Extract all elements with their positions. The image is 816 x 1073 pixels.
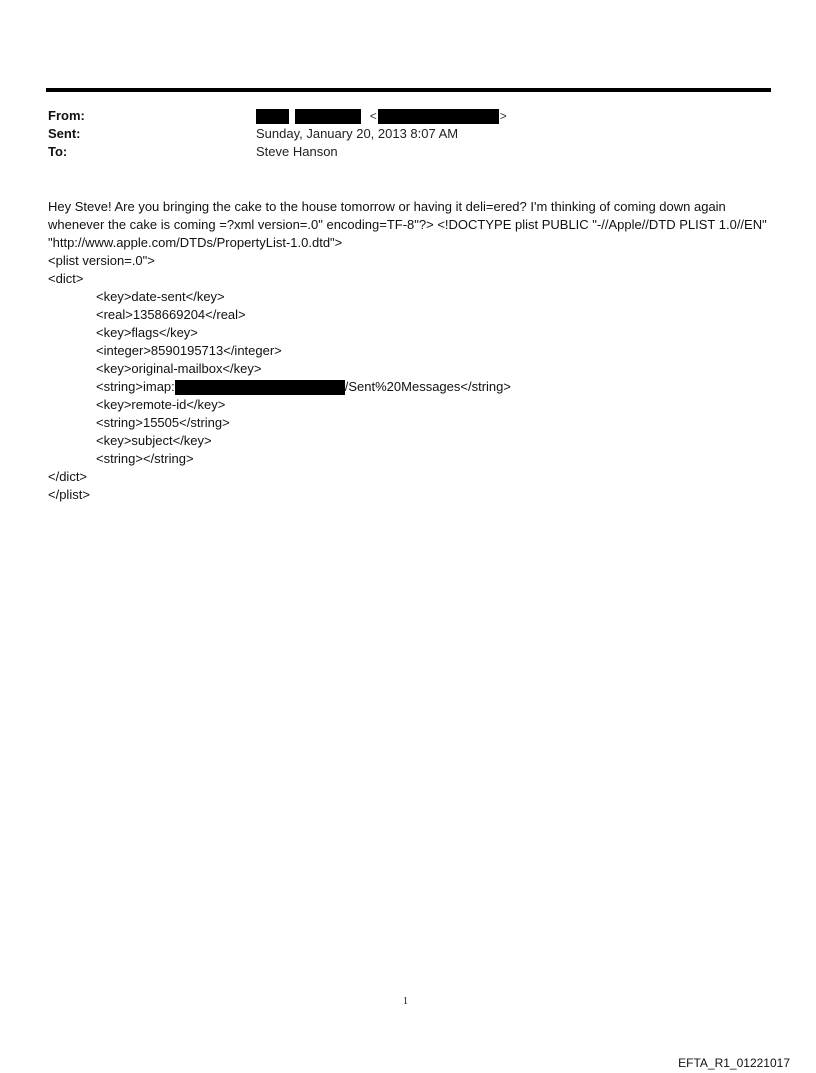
redaction-block <box>378 109 499 124</box>
plist-close: </plist> <box>48 487 90 502</box>
plist-line: <key>original-mailbox</key> <box>96 361 262 376</box>
to-value: Steve Hanson <box>256 144 338 159</box>
plist-line: <integer>8590195713</integer> <box>96 343 282 358</box>
bates-number: EFTA_R1_01221017 <box>678 1056 790 1070</box>
page-number: 1 <box>403 996 408 1007</box>
imap-line <box>48 378 770 396</box>
imap-suffix: /Sent%20Messages</string> <box>344 379 511 394</box>
to-label: To: <box>48 144 68 159</box>
sent-label: Sent: <box>48 126 81 141</box>
plist-open: <plist version=.0"> <box>48 253 155 268</box>
sent-value: Sunday, January 20, 2013 8:07 AM <box>256 126 459 141</box>
from-value <box>256 107 508 125</box>
plist-line: <key>subject</key> <box>96 433 212 448</box>
plist-line: <real>1358669204</real> <box>96 307 246 322</box>
from-label: From: <box>48 108 85 123</box>
redaction-block <box>295 109 361 124</box>
from-open-bracket: < <box>369 109 377 123</box>
imap-prefix: <string>imap: <box>96 379 175 394</box>
header-rule <box>46 88 771 92</box>
from-close-bracket: > <box>499 109 507 123</box>
plist-line: <string>15505</string> <box>96 415 230 430</box>
redaction-block <box>256 109 289 124</box>
plist-line: <key>remote-id</key> <box>96 397 226 412</box>
body-paragraph: Hey Steve! Are you bringing the cake to the house tomorrow or having it deli=ered? I'm thinking of coming down again whenever the cake is coming =?xml version=.0" encoding=TF-8"?> <!DOCTYPE plist PUBLIC "-//Apple//DTD PLIST 1.0//EN" "http://www.apple.com/DTDs/PropertyList-1.0.dtd"> <box>48 199 767 250</box>
plist-line: <string></string> <box>96 451 194 466</box>
plist-line: <key>flags</key> <box>96 325 198 340</box>
redaction-block <box>175 380 345 395</box>
email-body <box>48 198 770 504</box>
plist-line: <key>date-sent</key> <box>96 289 225 304</box>
dict-close: </dict> <box>48 469 88 484</box>
dict-open: <dict> <box>48 271 84 286</box>
